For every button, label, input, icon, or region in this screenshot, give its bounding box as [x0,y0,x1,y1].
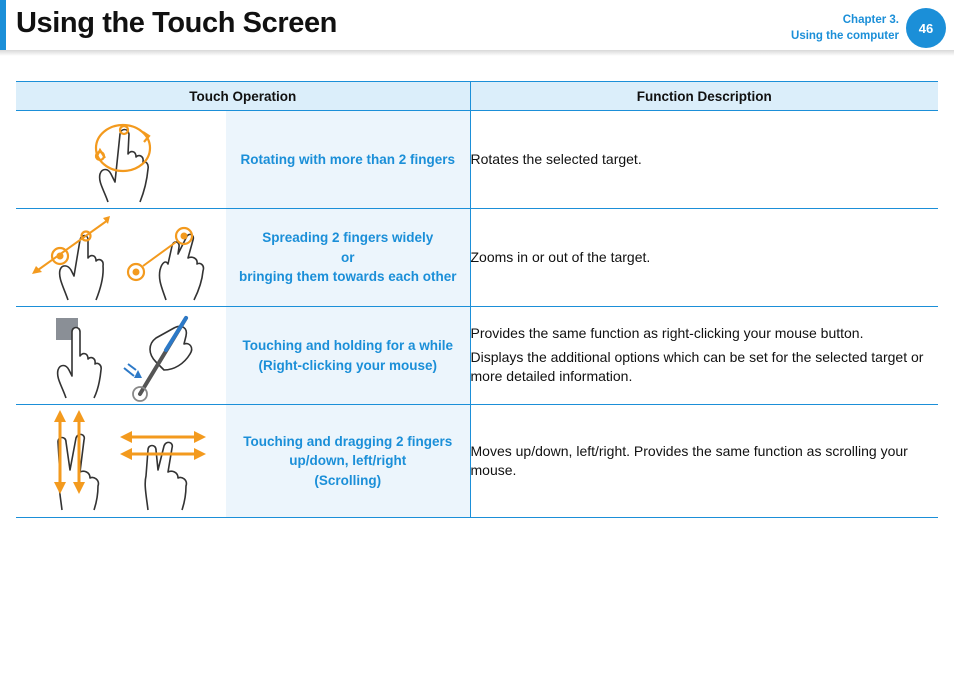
gesture-illustration [16,405,226,518]
touch-hold-gesture-icon [16,308,226,404]
pinch-zoom-gesture-icon [16,210,226,306]
chapter-label[interactable] [791,12,899,44]
gesture-label-touch-hold: Touching and holding for a while (Right-clicking your mouse) [226,307,470,405]
gesture-description-drag: Moves up/down, left/right. Provides the same function as scrolling your mouse. [470,405,938,518]
two-finger-drag-gesture-icon [16,406,226,516]
header-rule [0,50,954,56]
rotate-gesture-icon [16,112,226,208]
page-title: Using the Touch Screen [16,7,337,39]
gesture-description-rotate: Rotates the selected target. [470,111,938,209]
header-accent-bar [0,0,6,50]
table-row [16,405,938,518]
page-number-badge: 46 [906,8,946,48]
table-row [16,209,938,307]
gesture-illustration [16,111,226,209]
gesture-label-rotate: Rotating with more than 2 fingers [226,111,470,209]
column-header-function-description: Function Description [470,82,938,111]
gesture-illustration [16,209,226,307]
table-header-row [16,82,938,111]
table-row [16,307,938,405]
touch-operations-table [16,81,938,518]
table-row [16,111,938,209]
column-header-touch-operation: Touch Operation [16,82,470,111]
gesture-description-touch-hold: Provides the same function as right-clicking your mouse button. Displays the additional options which can be set for the selected target or more detailed information. [470,307,938,405]
gesture-description-spread: Zooms in or out of the target. [470,209,938,307]
chapter-number: Chapter 3. [842,14,899,26]
chapter-name: Using the computer [791,30,899,42]
gesture-label-drag: Touching and dragging 2 fingers up/down, left/right (Scrolling) [226,405,470,518]
gesture-label-spread: Spreading 2 fingers widely or bringing them towards each other [226,209,470,307]
gesture-illustration [16,307,226,405]
